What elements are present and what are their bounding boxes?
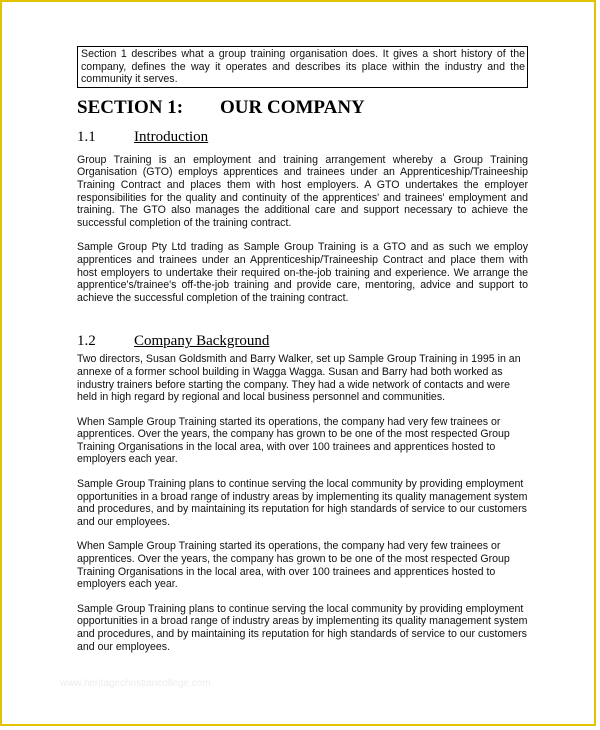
background-paragraph-1: Two directors, Susan Goldsmith and Barry Walker, set up Sample Group Training in 1995 in an annexe of a former school building in Wagga Wagga. Susan and Barry had both worked as industry trainers before starting the company. They had a wide network of contacts and were held in high regard by regional and local business personnel and communities.: [77, 353, 521, 404]
watermark-text: www.heritagechristiancollege.com: [60, 678, 211, 689]
background-paragraph-5: Sample Group Training plans to continue serving the local community by providing employment opportunities in a broad range of industry areas by implementing its quality management system and procedures, and by maintaining its reputation for high standards of service to our customers and our employees.: [77, 602, 528, 653]
background-number: 1.2: [77, 333, 96, 350]
introduction-heading: [77, 129, 528, 149]
introduction-paragraph-2: Sample Group Pty Ltd trading as Sample Group Training is a GTO and as such we employ apprentices and trainees under an Apprenticeship/Traineeship Contract and place them with host employers to undertake their required on-the-job training and experience. We arrange the apprentice's/trainee's off-the-job training and provide care, mentoring, advice and support to achieve the successful completion of the training contract.: [77, 241, 528, 304]
introduction-paragraph-1: Group Training is an employment and training arrangement whereby a Group Training Organisation (GTO) employs apprentices and trainees under an Apprenticeship/Traineeship Training Contract and places them with host employers. A GTO undertakes the employer responsibilities for the quality and continuity of the apprentices' and trainees' employment and training. The GTO also manages the additional care and support necessary to achieve the successful completion of the training contract.: [77, 153, 528, 229]
background-paragraph-4: When Sample Group Training started its operations, the company had very few trainees or apprentices. Over the years, the company has grown to be one of the most respected Group Training Organisations in the local area, with over 100 trainees and apprentices hosted to employers each year.: [77, 540, 510, 591]
section-title: OUR COMPANY: [220, 96, 365, 118]
section-heading: [77, 97, 528, 121]
document-body: [77, 46, 528, 653]
section-summary-text: Section 1 describes what a group training organisation does. It gives a short history of the company, defines the way it operates and describes its place within the industry and the community it serves.: [81, 48, 525, 86]
background-title: Company Background: [134, 333, 270, 350]
background-paragraph-3: Sample Group Training plans to continue serving the local community by providing employment opportunities in a broad range of industry areas by implementing its quality management system and procedures, and by maintaining its reputation for high standards of service to our customers and our employees.: [77, 478, 528, 528]
introduction-title: Introduction: [134, 128, 209, 145]
section-number: SECTION 1:: [77, 96, 184, 118]
background-paragraph-2: When Sample Group Training started its operations, the company had very few trainees or apprentices. Over the years, the company has grown to be one of the most respected Group Training Organisations in the local area, with over 100 trainees and apprentices hosted to employers each year.: [77, 415, 510, 466]
introduction-number: 1.1: [77, 128, 96, 145]
background-heading: [77, 333, 528, 353]
section-summary-box: [77, 46, 528, 88]
